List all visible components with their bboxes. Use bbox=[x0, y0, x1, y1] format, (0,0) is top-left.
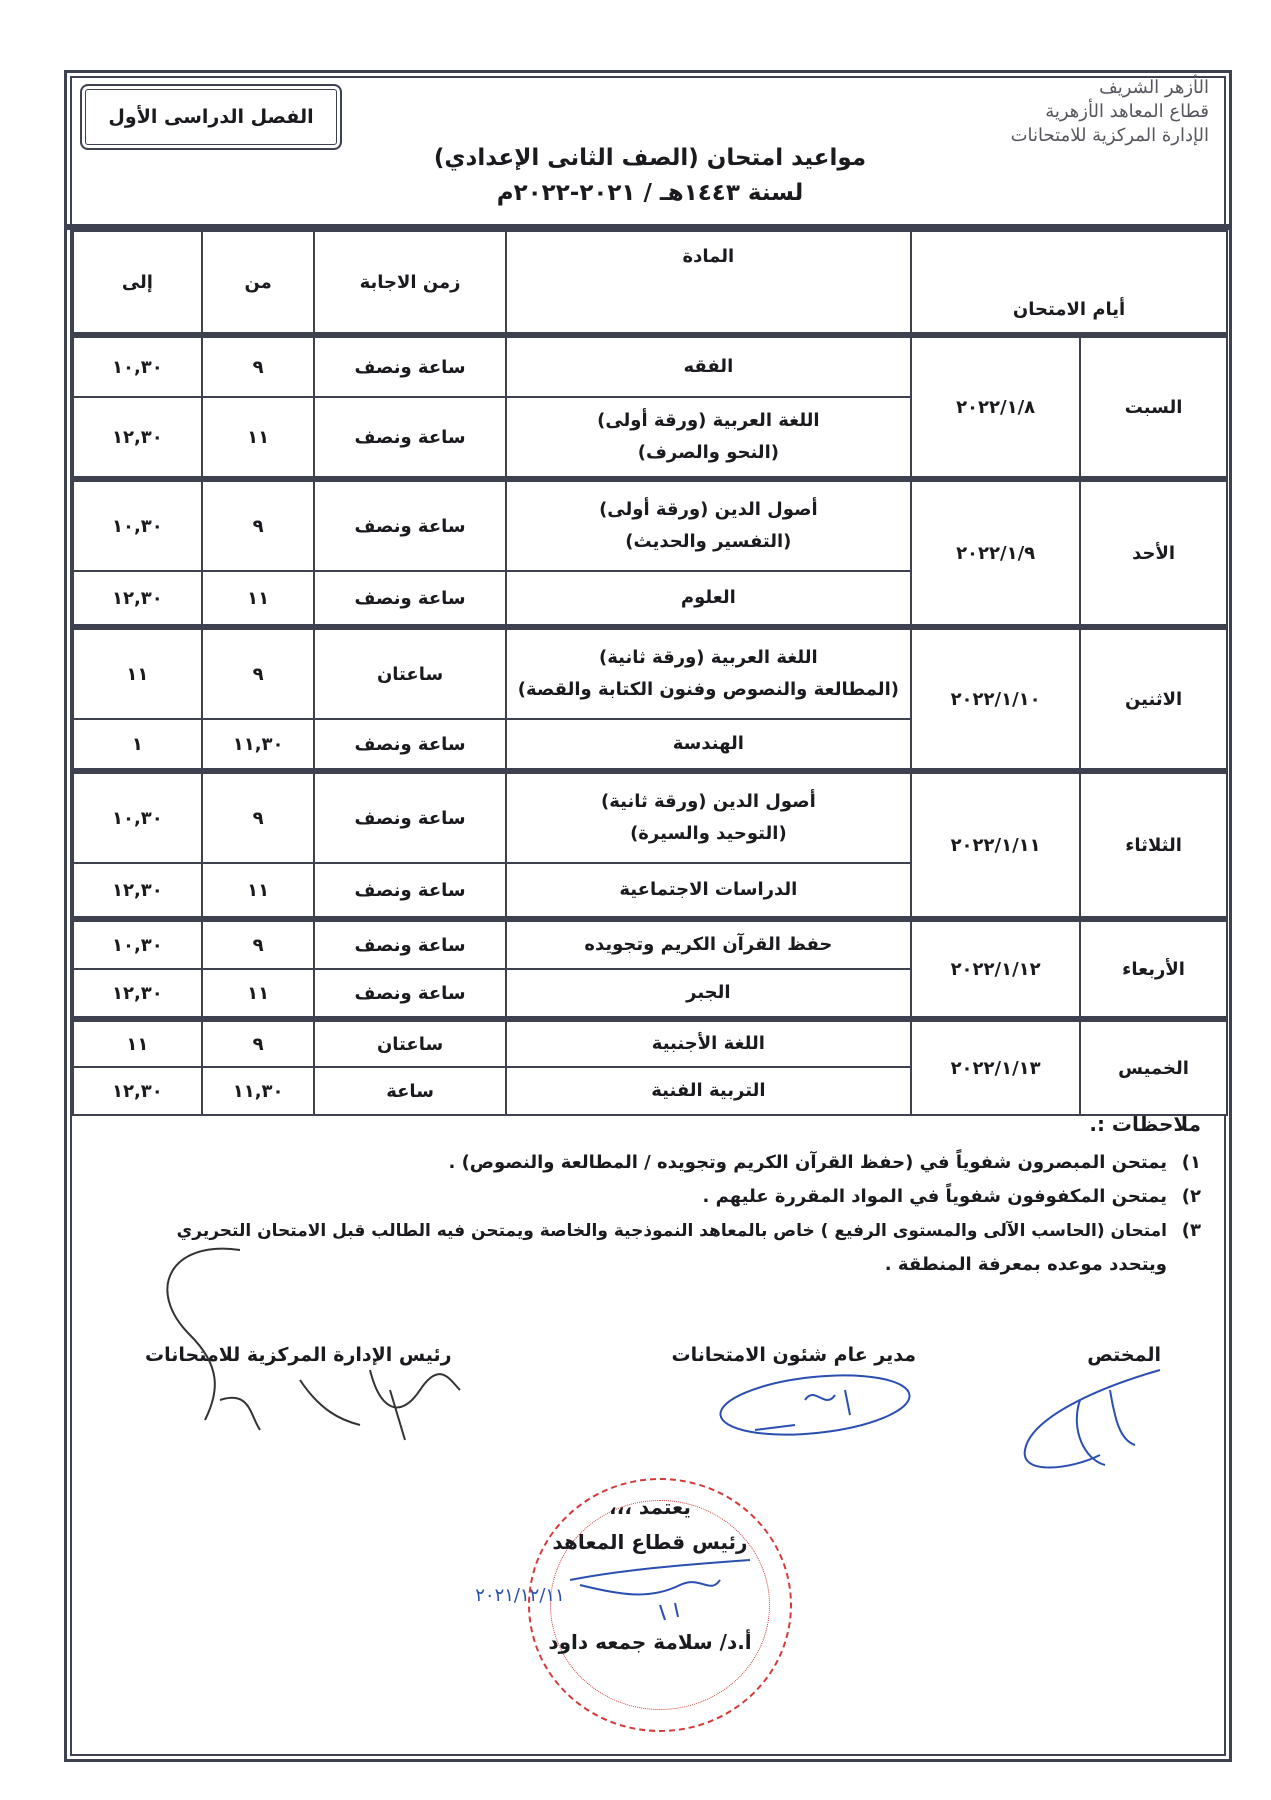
exam-start-time: ٩ bbox=[202, 627, 315, 719]
exam-subject bbox=[506, 919, 911, 969]
exam-end-time: ١٢,٣٠ bbox=[73, 863, 202, 919]
table-body bbox=[73, 335, 1227, 1115]
table-row bbox=[73, 919, 1227, 969]
subject-name: الجبر bbox=[686, 982, 731, 1003]
exam-end-time: ١٢,٣٠ bbox=[73, 969, 202, 1019]
note-number: ١) bbox=[1181, 1152, 1201, 1173]
note-number: ٢) bbox=[1181, 1186, 1201, 1207]
exam-start-time: ٩ bbox=[202, 335, 315, 397]
exam-duration: ساعتان bbox=[314, 1019, 505, 1067]
signature-label-general-manager: مدير عام شئون الامتحانات bbox=[671, 1344, 916, 1366]
notes-title: ملاحظات :. bbox=[1089, 1112, 1201, 1136]
table-row bbox=[73, 1019, 1227, 1067]
org-line-2: قطاع المعاهد الأزهرية bbox=[1045, 101, 1209, 122]
subject-detail: (التفسير والحديث) bbox=[625, 531, 792, 552]
exam-subject bbox=[506, 863, 911, 919]
exam-subject bbox=[506, 335, 911, 397]
exam-schedule-table bbox=[72, 230, 1228, 1116]
header-subject: المادة bbox=[506, 231, 911, 335]
table-row bbox=[73, 627, 1227, 719]
exam-end-time: ١١ bbox=[73, 627, 202, 719]
exam-duration: ساعة ونصف bbox=[314, 335, 505, 397]
exam-end-time: ١٢,٣٠ bbox=[73, 571, 202, 627]
signature-specialist-icon bbox=[1010, 1360, 1170, 1480]
table-header-row bbox=[73, 231, 1227, 335]
exam-start-time: ١١,٣٠ bbox=[202, 1067, 315, 1115]
document-title: مواعيد امتحان (الصف الثانى الإعدادي) bbox=[433, 145, 867, 171]
org-line-3: الإدارة المركزية للامتحانات bbox=[1010, 125, 1209, 146]
subject-name: الهندسة bbox=[672, 733, 744, 754]
approval-label: يعتمد ،،، bbox=[609, 1495, 691, 1519]
note-text: يمتحن المكفوفون شفوياً في المواد المقررة عليهم . bbox=[702, 1186, 1167, 1207]
header-to: إلى bbox=[73, 231, 202, 335]
exam-date: ٢٠٢٢/١/١٢ bbox=[911, 919, 1080, 1019]
exam-day: الثلاثاء bbox=[1080, 771, 1227, 919]
exam-date: ٢٠٢٢/١/١٣ bbox=[911, 1019, 1080, 1115]
note-item bbox=[81, 1180, 1201, 1214]
subject-detail: (التوحيد والسيرة) bbox=[630, 823, 787, 844]
subject-name: اللغة العربية (ورقة ثانية) bbox=[599, 647, 818, 668]
exam-start-time: ١١ bbox=[202, 969, 315, 1019]
subject-name: حفظ القرآن الكريم وتجويده bbox=[584, 934, 833, 955]
exam-date: ٢٠٢٢/١/١١ bbox=[911, 771, 1080, 919]
exam-start-time: ١١,٣٠ bbox=[202, 719, 315, 771]
exam-subject bbox=[506, 771, 911, 863]
signature-general-manager-icon bbox=[715, 1365, 925, 1455]
signature-head-central-icon bbox=[150, 1240, 480, 1460]
exam-start-time: ٩ bbox=[202, 479, 315, 571]
approval-handwritten-date: ٢٠٢١/١٢/١١ bbox=[475, 1585, 565, 1606]
table-row bbox=[73, 771, 1227, 863]
exam-start-time: ٩ bbox=[202, 771, 315, 863]
exam-day: الأربعاء bbox=[1080, 919, 1227, 1019]
exam-start-time: ١١ bbox=[202, 863, 315, 919]
exam-date: ٢٠٢٢/١/٩ bbox=[911, 479, 1080, 627]
exam-subject bbox=[506, 627, 911, 719]
exam-start-time: ٩ bbox=[202, 1019, 315, 1067]
exam-day: الخميس bbox=[1080, 1019, 1227, 1115]
subject-name: أصول الدين (ورقة ثانية) bbox=[600, 791, 816, 812]
exam-duration: ساعة ونصف bbox=[314, 771, 505, 863]
exam-subject bbox=[506, 1019, 911, 1067]
subject-name: الدراسات الاجتماعية bbox=[619, 879, 798, 900]
note-text: امتحان (الحاسب الآلى والمستوى الرفيع ) خاص بالمعاهد النموذجية والخاصة ويمتحن فيه الطالب قبل الامتحان التحريري bbox=[176, 1221, 1167, 1241]
exam-end-time: ١ bbox=[73, 719, 202, 771]
academic-year: لسنة ١٤٤٣هـ / ٢٠٢١-٢٠٢٢م bbox=[496, 180, 804, 206]
exam-end-time: ١٢,٣٠ bbox=[73, 1067, 202, 1115]
exam-start-time: ١١ bbox=[202, 397, 315, 479]
approval-role: رئيس قطاع المعاهد bbox=[552, 1530, 748, 1554]
exam-day: السبت bbox=[1080, 335, 1227, 479]
organization-logo-text bbox=[949, 76, 1209, 148]
exam-end-time: ١٠,٣٠ bbox=[73, 335, 202, 397]
exam-duration: ساعة ونصف bbox=[314, 479, 505, 571]
subject-detail: (النحو والصرف) bbox=[637, 442, 779, 463]
note-number: ٣) bbox=[1181, 1220, 1201, 1241]
header-duration: زمن الاجابة bbox=[314, 231, 505, 335]
exam-duration: ساعة ونصف bbox=[314, 969, 505, 1019]
subject-detail: (المطالعة والنصوص وفنون الكتابة والقصة) bbox=[517, 679, 899, 700]
signature-label-head-central: رئيس الإدارة المركزية للامتحانات bbox=[145, 1344, 452, 1366]
header-from: من bbox=[202, 231, 315, 335]
exam-duration: ساعتان bbox=[314, 627, 505, 719]
approval-name: أ.د/ سلامة جمعه داود bbox=[548, 1630, 752, 1654]
exam-end-time: ١٠,٣٠ bbox=[73, 771, 202, 863]
exam-duration: ساعة ونصف bbox=[314, 571, 505, 627]
subject-name: التربية الفنية bbox=[651, 1080, 766, 1101]
exam-date: ٢٠٢٢/١/١٠ bbox=[911, 627, 1080, 771]
header-exam-days: أيام الامتحان bbox=[911, 231, 1227, 335]
term-label: الفصل الدراسى الأول bbox=[108, 106, 314, 128]
subject-name: اللغة الأجنبية bbox=[651, 1033, 765, 1054]
exam-end-time: ١١ bbox=[73, 1019, 202, 1067]
exam-duration: ساعة ونصف bbox=[314, 719, 505, 771]
exam-duration: ساعة ونصف bbox=[314, 919, 505, 969]
note-continuation: ويتحدد موعده بمعرفة المنطقة . bbox=[884, 1254, 1167, 1275]
exam-end-time: ١٠,٣٠ bbox=[73, 479, 202, 571]
exam-subject bbox=[506, 571, 911, 627]
note-text: يمتحن المبصرون شفوياً في (حفظ القرآن الكريم وتجويده / المطالعة والنصوص) . bbox=[448, 1152, 1167, 1173]
exam-end-time: ١٠,٣٠ bbox=[73, 919, 202, 969]
subject-name: أصول الدين (ورقة أولى) bbox=[599, 499, 818, 520]
exam-subject bbox=[506, 397, 911, 479]
exam-duration: ساعة bbox=[314, 1067, 505, 1115]
table-row bbox=[73, 479, 1227, 571]
exam-start-time: ٩ bbox=[202, 919, 315, 969]
exam-duration: ساعة ونصف bbox=[314, 397, 505, 479]
exam-subject bbox=[506, 969, 911, 1019]
exam-end-time: ١٢,٣٠ bbox=[73, 397, 202, 479]
exam-duration: ساعة ونصف bbox=[314, 863, 505, 919]
note-item bbox=[81, 1146, 1201, 1180]
exam-day: الأحد bbox=[1080, 479, 1227, 627]
subject-name: الفقه bbox=[683, 356, 734, 377]
exam-day: الاثنين bbox=[1080, 627, 1227, 771]
exam-subject bbox=[506, 719, 911, 771]
subject-name: العلوم bbox=[680, 587, 736, 608]
exam-start-time: ١١ bbox=[202, 571, 315, 627]
org-line-1: الأزهر الشريف bbox=[1099, 77, 1209, 98]
signature-label-specialist: المختص bbox=[1087, 1344, 1161, 1366]
table-row bbox=[73, 335, 1227, 397]
subject-name: اللغة العربية (ورقة أولى) bbox=[597, 410, 820, 431]
term-label-box bbox=[80, 84, 342, 150]
exam-date: ٢٠٢٢/١/٨ bbox=[911, 335, 1080, 479]
exam-subject bbox=[506, 1067, 911, 1115]
exam-subject bbox=[506, 479, 911, 571]
